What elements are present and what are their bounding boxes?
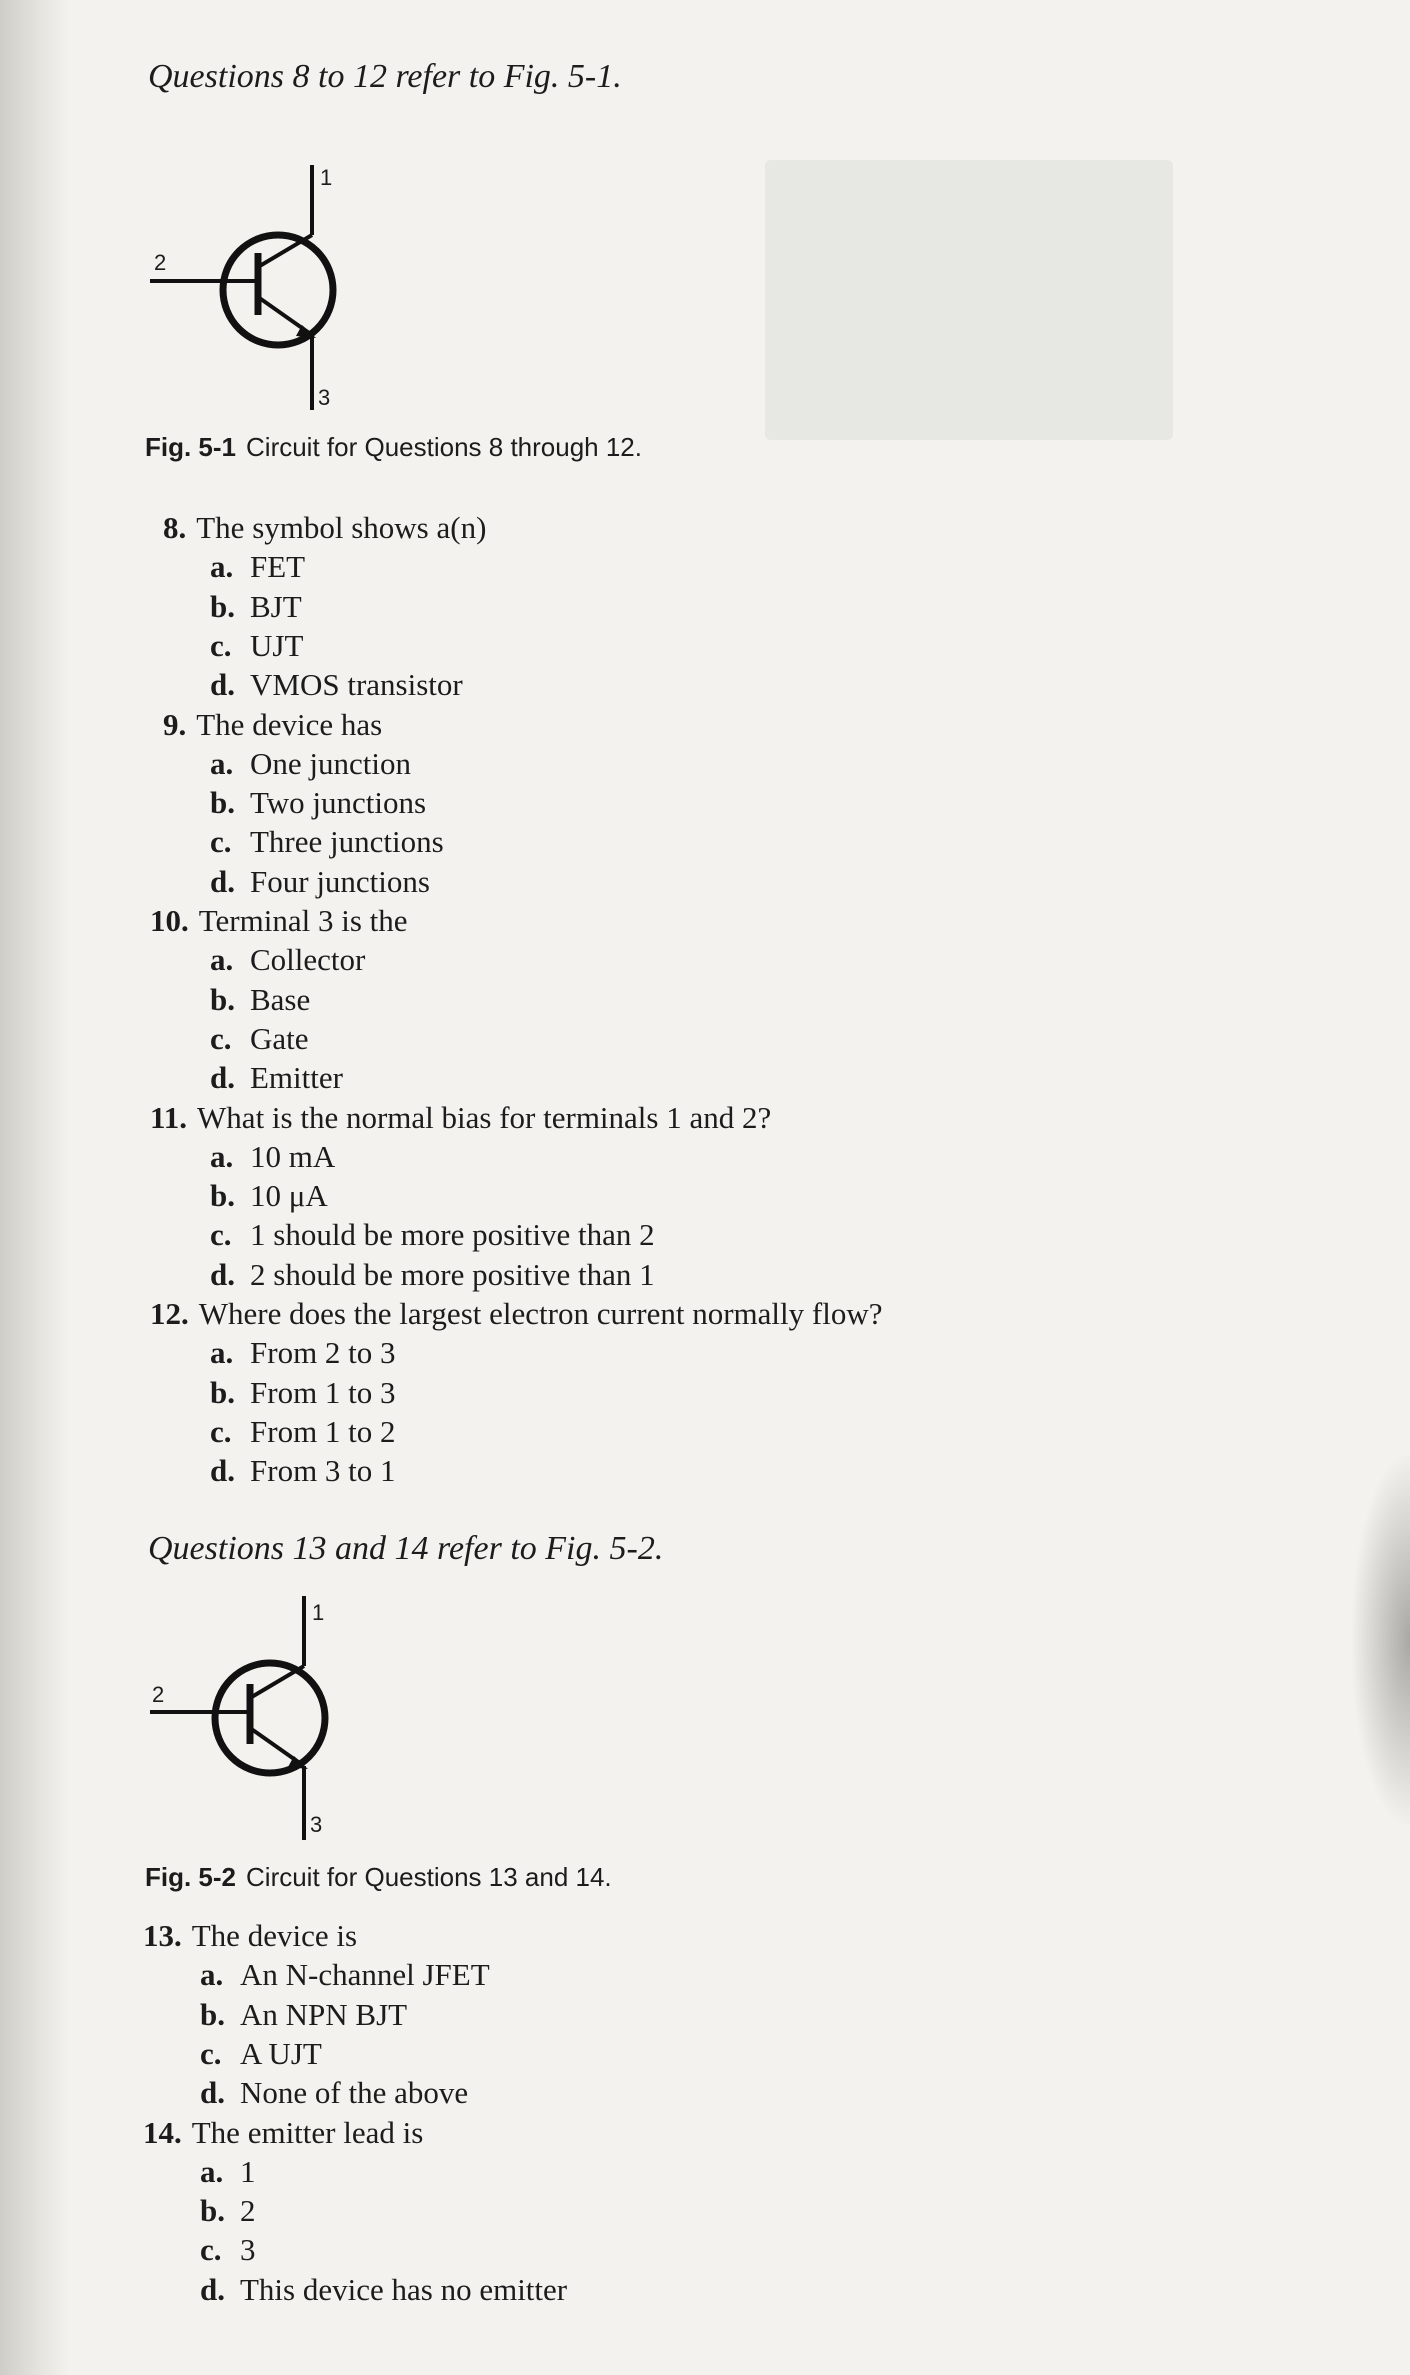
question-text: The device is xyxy=(191,1918,358,1953)
option-letter: d. xyxy=(210,863,235,899)
option-letter: d. xyxy=(210,1256,235,1292)
question-number: 14. xyxy=(143,2114,182,2150)
option-text: Three junctions xyxy=(250,824,444,860)
option-letter: a. xyxy=(210,549,234,585)
terminal-label-2: 2 xyxy=(154,250,167,275)
option-text: BJT xyxy=(250,588,302,624)
figure-caption xyxy=(145,432,642,463)
figure-number: Fig. 5-1 xyxy=(145,432,237,462)
option-text: 10 mA xyxy=(250,1138,336,1174)
option-letter: b. xyxy=(210,1178,235,1214)
option-text: 1 should be more positive than 2 xyxy=(250,1217,655,1253)
question-number: 10. xyxy=(150,903,189,938)
option-letter: a. xyxy=(200,2153,224,2189)
option-letter: c. xyxy=(200,2232,222,2268)
answer-option xyxy=(200,2272,567,2308)
question-number: 12. xyxy=(150,1296,189,1331)
option-text: From 3 to 1 xyxy=(250,1453,396,1489)
answer-option xyxy=(210,667,463,703)
option-text: A UJT xyxy=(240,2035,322,2071)
option-text: Base xyxy=(250,981,311,1017)
question xyxy=(150,903,408,939)
figure-number: Fig. 5-2 xyxy=(145,1862,237,1892)
answer-option xyxy=(210,1335,396,1371)
figure-caption-text: Circuit for Questions 8 through 12. xyxy=(246,432,642,462)
question-text: The emitter lead is xyxy=(191,2114,424,2150)
option-letter: c. xyxy=(210,1413,232,1449)
option-text: 2 xyxy=(240,2193,256,2229)
answer-option xyxy=(210,1060,343,1096)
question xyxy=(150,1100,771,1136)
terminal-label-2: 2 xyxy=(152,1682,165,1707)
option-letter: d. xyxy=(210,1453,235,1489)
figure-caption xyxy=(145,1862,612,1893)
answer-option xyxy=(210,1178,328,1214)
option-letter: a. xyxy=(210,1335,234,1371)
transistor-symbol-figure xyxy=(140,1590,360,1850)
option-text: One junction xyxy=(250,745,411,781)
option-letter: b. xyxy=(210,588,235,624)
option-letter: b. xyxy=(200,1996,225,2032)
option-text: Two junctions xyxy=(250,785,427,821)
option-text: From 1 to 2 xyxy=(250,1413,396,1449)
question-text: Terminal 3 is the xyxy=(198,903,408,938)
answer-option xyxy=(210,628,303,664)
option-text: VMOS transistor xyxy=(250,667,463,703)
option-text: 2 should be more positive than 1 xyxy=(250,1256,655,1292)
question-text: What is the normal bias for terminals 1 and 2? xyxy=(197,1099,772,1135)
question xyxy=(163,510,486,546)
answer-option xyxy=(210,589,302,625)
page-curl-shadow xyxy=(1350,1450,1410,1830)
option-letter: c. xyxy=(210,1217,232,1253)
option-text: UJT xyxy=(250,627,304,663)
option-text: Gate xyxy=(250,1020,309,1056)
option-letter: b. xyxy=(210,981,235,1017)
option-text: 1 xyxy=(240,2153,256,2189)
option-letter: a. xyxy=(210,1138,234,1174)
answer-option xyxy=(210,1257,655,1293)
option-letter: c. xyxy=(200,2035,222,2071)
question xyxy=(163,707,382,743)
question xyxy=(150,1296,882,1332)
option-letter: d. xyxy=(200,2271,225,2307)
answer-option xyxy=(200,2154,256,2190)
answer-option xyxy=(210,1414,396,1450)
option-letter: b. xyxy=(200,2193,225,2229)
option-text: 3 xyxy=(240,2232,256,2268)
option-text: An N-channel JFET xyxy=(240,1957,490,1993)
option-letter: d. xyxy=(200,2075,225,2111)
answer-option xyxy=(200,2075,468,2111)
terminal-label-1: 1 xyxy=(320,165,333,190)
option-text: FET xyxy=(250,549,306,585)
figure-caption-text: Circuit for Questions 13 and 14. xyxy=(246,1862,612,1892)
page-edge-shadow xyxy=(0,0,70,2375)
answer-option xyxy=(210,1021,309,1057)
option-letter: d. xyxy=(210,1060,235,1096)
option-text: Collector xyxy=(250,942,366,978)
terminal-label-1: 1 xyxy=(312,1600,325,1625)
section-intro: Questions 13 and 14 refer to Fig. 5-2. xyxy=(148,1530,664,1567)
question-number: 11. xyxy=(150,1099,188,1135)
option-text: An NPN BJT xyxy=(240,1996,408,2032)
answer-option xyxy=(210,1139,335,1175)
answer-option xyxy=(200,2232,256,2268)
option-letter: b. xyxy=(210,1374,235,1410)
option-letter: a. xyxy=(200,1957,224,1993)
answer-option xyxy=(210,549,305,585)
option-text: Four junctions xyxy=(250,863,430,899)
answer-option xyxy=(210,864,430,900)
answer-option xyxy=(210,1453,396,1489)
question-text: Where does the largest electron current normally flow? xyxy=(198,1296,883,1331)
option-letter: a. xyxy=(210,745,234,781)
option-text: Emitter xyxy=(250,1060,343,1096)
answer-option xyxy=(200,2036,322,2072)
option-letter: c. xyxy=(210,824,232,860)
option-letter: d. xyxy=(210,667,235,703)
transistor-symbol-figure xyxy=(140,155,360,415)
question-number: 13. xyxy=(143,1918,182,1953)
question xyxy=(143,2115,423,2151)
answer-option xyxy=(200,2193,256,2229)
answer-option xyxy=(210,824,444,860)
question-number: 8. xyxy=(163,510,187,545)
option-letter: c. xyxy=(210,1020,232,1056)
question-number: 9. xyxy=(163,706,187,742)
option-text: 10 μA xyxy=(250,1178,328,1214)
section-intro: Questions 8 to 12 refer to Fig. 5-1. xyxy=(148,58,622,95)
answer-option xyxy=(210,785,426,821)
option-letter: c. xyxy=(210,627,232,663)
option-text: This device has no emitter xyxy=(240,2271,568,2307)
question xyxy=(143,1918,357,1954)
terminal-label-3: 3 xyxy=(318,385,331,410)
option-text: From 1 to 3 xyxy=(250,1374,396,1410)
answer-option xyxy=(200,1997,407,2033)
answer-option xyxy=(210,942,365,978)
bleed-through-box xyxy=(765,160,1173,440)
option-letter: b. xyxy=(210,785,235,821)
option-text: None of the above xyxy=(240,2075,469,2111)
option-text: From 2 to 3 xyxy=(250,1335,396,1371)
answer-option xyxy=(210,746,411,782)
option-letter: a. xyxy=(210,942,234,978)
question-text: The symbol shows a(n) xyxy=(196,510,487,545)
answer-option xyxy=(210,1217,655,1253)
answer-option xyxy=(210,1375,396,1411)
question-text: The device has xyxy=(196,706,383,742)
terminal-label-3: 3 xyxy=(310,1812,323,1837)
answer-option xyxy=(200,1957,490,1993)
answer-option xyxy=(210,982,310,1018)
